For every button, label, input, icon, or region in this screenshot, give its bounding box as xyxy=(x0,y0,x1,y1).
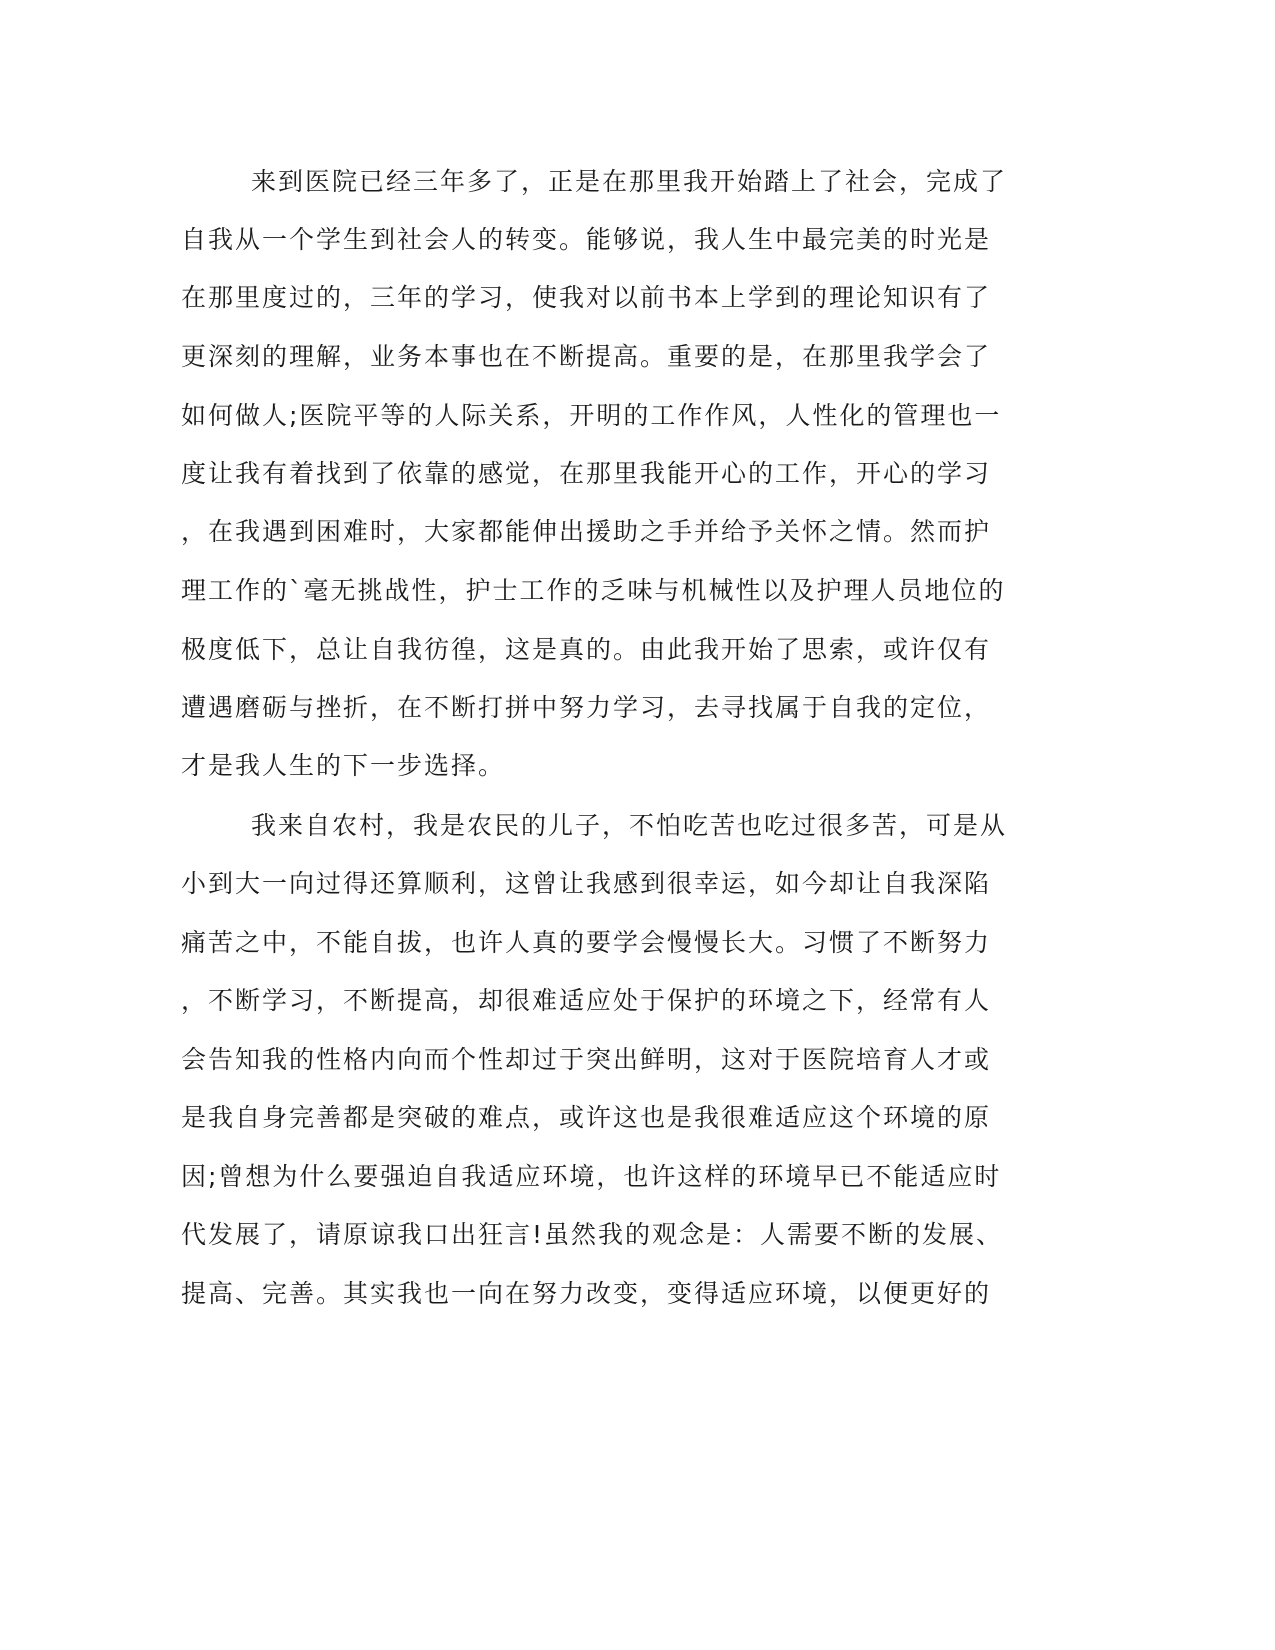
paragraph-1-line-5: 如何做人;医院平等的人际关系，开明的工作作风，人性化的管理也一 xyxy=(181,401,1002,430)
paragraph-2-line-4: ，不断学习，不断提高，却很难适应处于保护的环境之下，经常有人 xyxy=(181,986,992,1015)
paragraph-2-line-1: 我来自农村，我是农民的儿子，不怕吃苦也吃过很多苦，可是从 xyxy=(251,811,1008,840)
paragraph-1-line-9: 极度低下，总让自我彷徨，这是真的。由此我开始了思索，或许仅有 xyxy=(181,635,992,664)
paragraph-2-line-9: 提高、完善。其实我也一向在努力改变，变得适应环境，以便更好的 xyxy=(181,1279,992,1308)
paragraph-1-line-7: ，在我遇到困难时，大家都能伸出援助之手并给予关怀之情。然而护 xyxy=(181,517,992,546)
paragraph-1-line-1: 来到医院已经三年多了，正是在那里我开始踏上了社会，完成了 xyxy=(251,167,1008,196)
paragraph-1-line-10: 遭遇磨砺与挫折，在不断打拼中努力学习，去寻找属于自我的定位， xyxy=(181,693,992,722)
paragraph-2-line-7: 因;曾想为什么要强迫自我适应环境，也许这样的环境早已不能适应时 xyxy=(181,1162,1002,1191)
paragraph-1-line-2: 自我从一个学生到社会人的转变。能够说，我人生中最完美的时光是 xyxy=(181,225,992,254)
paragraph-2-line-6: 是我自身完善都是突破的难点，或许这也是我很难适应这个环境的原 xyxy=(181,1103,992,1132)
paragraph-1-line-6: 度让我有着找到了依靠的感觉，在那里我能开心的工作，开心的学习 xyxy=(181,459,992,488)
paragraph-1-line-4: 更深刻的理解，业务本事也在不断提高。重要的是，在那里我学会了 xyxy=(181,342,992,371)
paragraph-2-line-3: 痛苦之中，不能自拔，也许人真的要学会慢慢长大。习惯了不断努力 xyxy=(181,928,992,957)
paragraph-1-line-11: 才是我人生的下一步选择。 xyxy=(181,751,506,780)
paragraph-1-line-8: 理工作的`毫无挑战性，护士工作的乏味与机械性以及护理人员地位的 xyxy=(181,576,1006,605)
paragraph-1-line-3: 在那里度过的，三年的学习，使我对以前书本上学到的理论知识有了 xyxy=(181,283,992,312)
paragraph-2-line-8: 代发展了，请原谅我口出狂言!虽然我的观念是：人需要不断的发展、 xyxy=(181,1220,1004,1249)
paragraph-2-line-5: 会告知我的性格内向而个性却过于突出鲜明，这对于医院培育人才或 xyxy=(181,1045,992,1074)
paragraph-2-line-2: 小到大一向过得还算顺利，这曾让我感到很幸运，如今却让自我深陷 xyxy=(181,869,992,898)
